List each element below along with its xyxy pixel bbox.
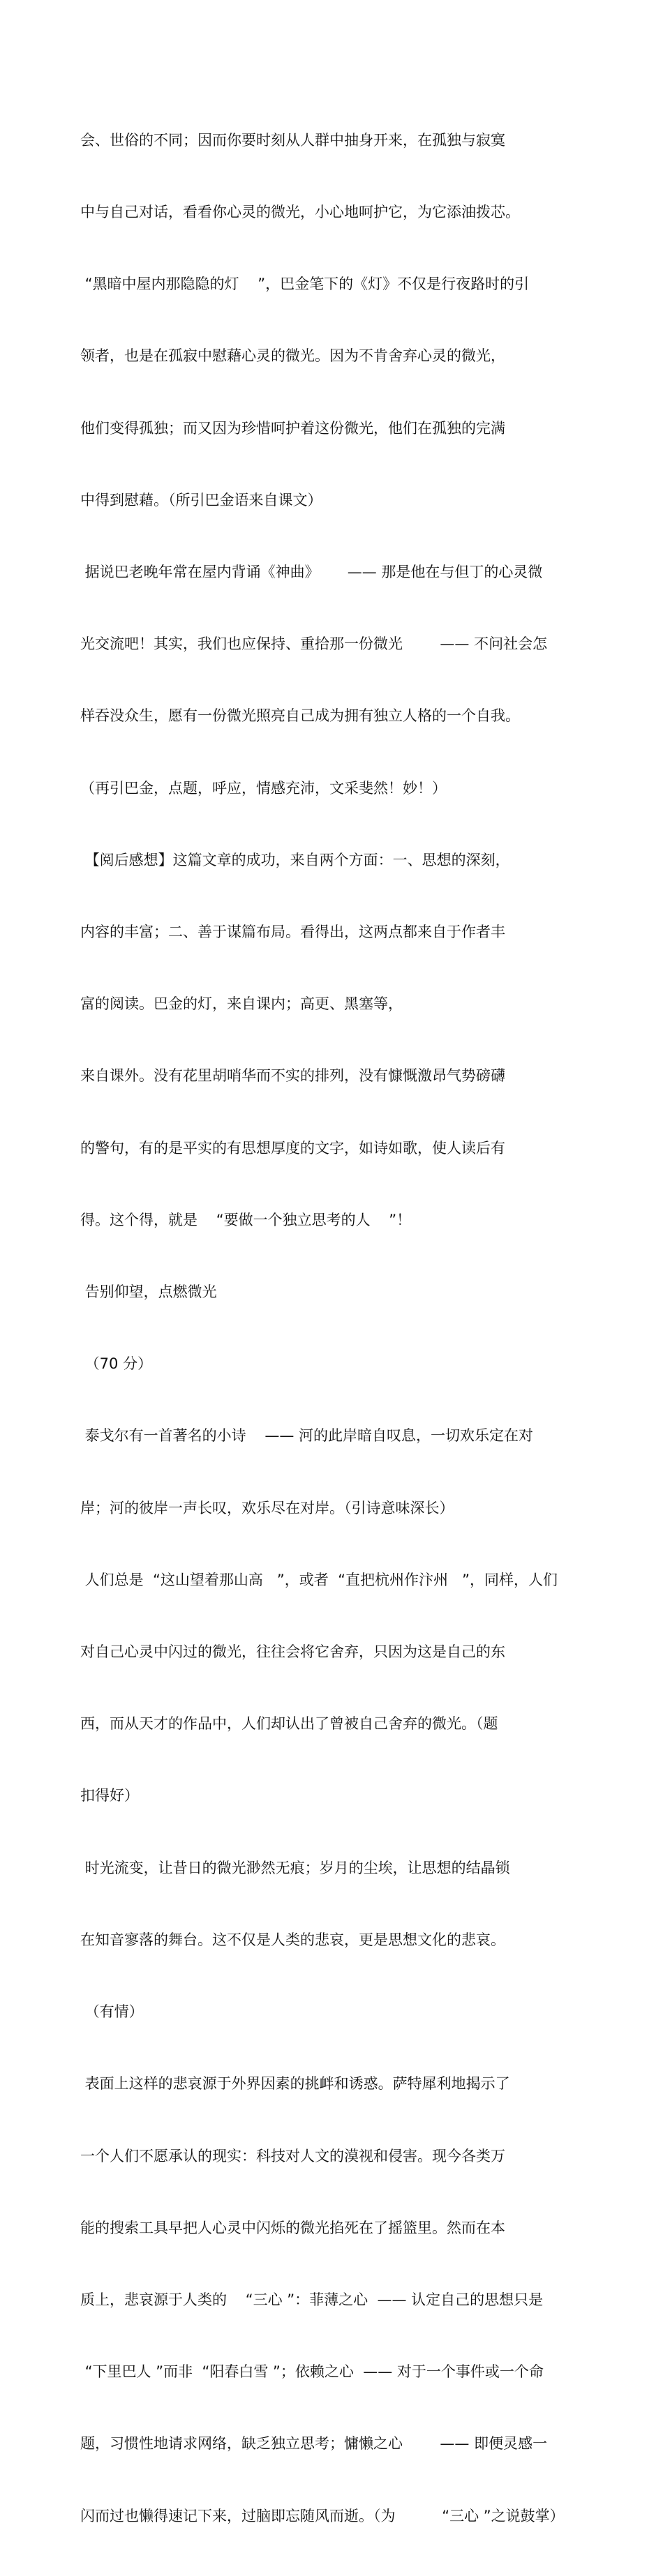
text-line: 他们变得孤独；而又因为珍惜呵护着这份微光，他们在孤独的完满 — [80, 419, 505, 437]
text-line: 泰戈尔有一首著名的小诗 —— 河的此岸暗自叹息，一切欢乐定在对 — [80, 1427, 534, 1445]
score-label: （70 分） — [80, 1355, 153, 1373]
text-line: 样吞没众生，愿有一份微光照亮自己成为拥有独立人格的一个自我。 — [80, 707, 520, 725]
text-line: 的警句，有的是平实的有思想厚度的文字，如诗如歌，使人读后有 — [80, 1139, 505, 1157]
text-line: “下里巴人 ”而非 “阳春白雪 ”；依赖之心 —— 对于一个事件或一个命 — [80, 2363, 544, 2381]
text-line: （有情） — [80, 2003, 144, 2021]
text-line: 西，而从天才的作品中，人们却认出了曾被自己舍弃的微光。（题 — [80, 1715, 498, 1733]
text-line: 扣得好） — [80, 1787, 139, 1805]
text-line: 一个人们不愿承认的现实：科技对人文的漠视和侵害。现今各类万 — [80, 2147, 505, 2164]
text-line: 岸；河的彼岸一声长叹，欢乐尽在对岸。（引诗意味深长） — [80, 1499, 454, 1516]
text-line: 【阅后感想】这篇文章的成功，来自两个方面：一、思想的深刻， — [80, 851, 510, 868]
text-line: 富的阅读。巴金的灯，来自课内；高更、黑塞等， — [80, 995, 403, 1013]
section-title: 告别仰望，点燃微光 — [80, 1283, 217, 1301]
text-line: 来自课外。没有花里胡哨华而不实的排列，没有慷慨激昂气势磅礴 — [80, 1067, 505, 1085]
text-line: “黑暗中屋内那隐隐的灯 ”，巴金笔下的《灯》不仅是行夜路时的引 — [80, 276, 530, 293]
text-line: 能的搜索工具早把人心灵中闪烁的微光掐死在了摇篮里。然而在本 — [80, 2219, 505, 2236]
text-line: 表面上这样的悲哀源于外界因素的挑衅和诱惑。萨特犀利地揭示了 — [80, 2075, 510, 2093]
text-line: 中得到慰藉。（所引巴金语来自课文） — [80, 491, 322, 509]
text-line: 闪而过也懒得速记下来，过脑即忘随风而逝。（为 “三心 ”之说鼓掌） — [80, 2507, 565, 2524]
text-line: 题，习惯性地请求网络，缺乏独立思考；慵懒之心 —— 即便灵感一 — [80, 2435, 548, 2453]
text-line: （再引巴金，点题，呼应，情感充沛，文采斐然！妙！） — [80, 779, 447, 797]
text-line: 人们总是 “这山望着那山高 ”，或者 “直把杭州作汴州 ”，同样，人们 — [80, 1571, 558, 1588]
text-line: 在知音寥落的舞台。这不仅是人类的悲哀，更是思想文化的悲哀。 — [80, 1931, 505, 1948]
text-line: 光交流吧！其实，我们也应保持、重拾那一份微光 —— 不问社会怎 — [80, 635, 548, 653]
text-line: 领者，也是在孤寂中慰藉心灵的微光。因为不肯舍弃心灵的微光， — [80, 347, 505, 365]
text-line: 对自己心灵中闪过的微光，往往会将它舍弃，只因为这是自己的东 — [80, 1643, 505, 1661]
text-line: 内容的丰富；二、善于谋篇布局。看得出，这两点都来自于作者丰 — [80, 924, 505, 941]
text-line: 质上，悲哀源于人类的 “三心 ”：菲薄之心 —— 认定自己的思想只是 — [80, 2291, 544, 2308]
essay-text — [80, 80, 583, 2576]
text-line: 会、世俗的不同；因而你要时刻从人群中抽身开来，在孤独与寂寞 — [80, 131, 505, 149]
text-line: 得。这个得，就是 “要做一个独立思考的人 ”！ — [80, 1211, 412, 1228]
text-line: 据说巴老晚年常在屋内背诵《神曲》 —— 那是他在与但丁的心灵微 — [80, 564, 543, 581]
text-line: 时光流变，让昔日的微光渺然无痕；岁月的尘埃，让思想的结晶锁 — [80, 1859, 510, 1876]
text-line: 中与自己对话，看看你心灵的微光，小心地呵护它，为它添油拨芯。 — [80, 204, 520, 221]
